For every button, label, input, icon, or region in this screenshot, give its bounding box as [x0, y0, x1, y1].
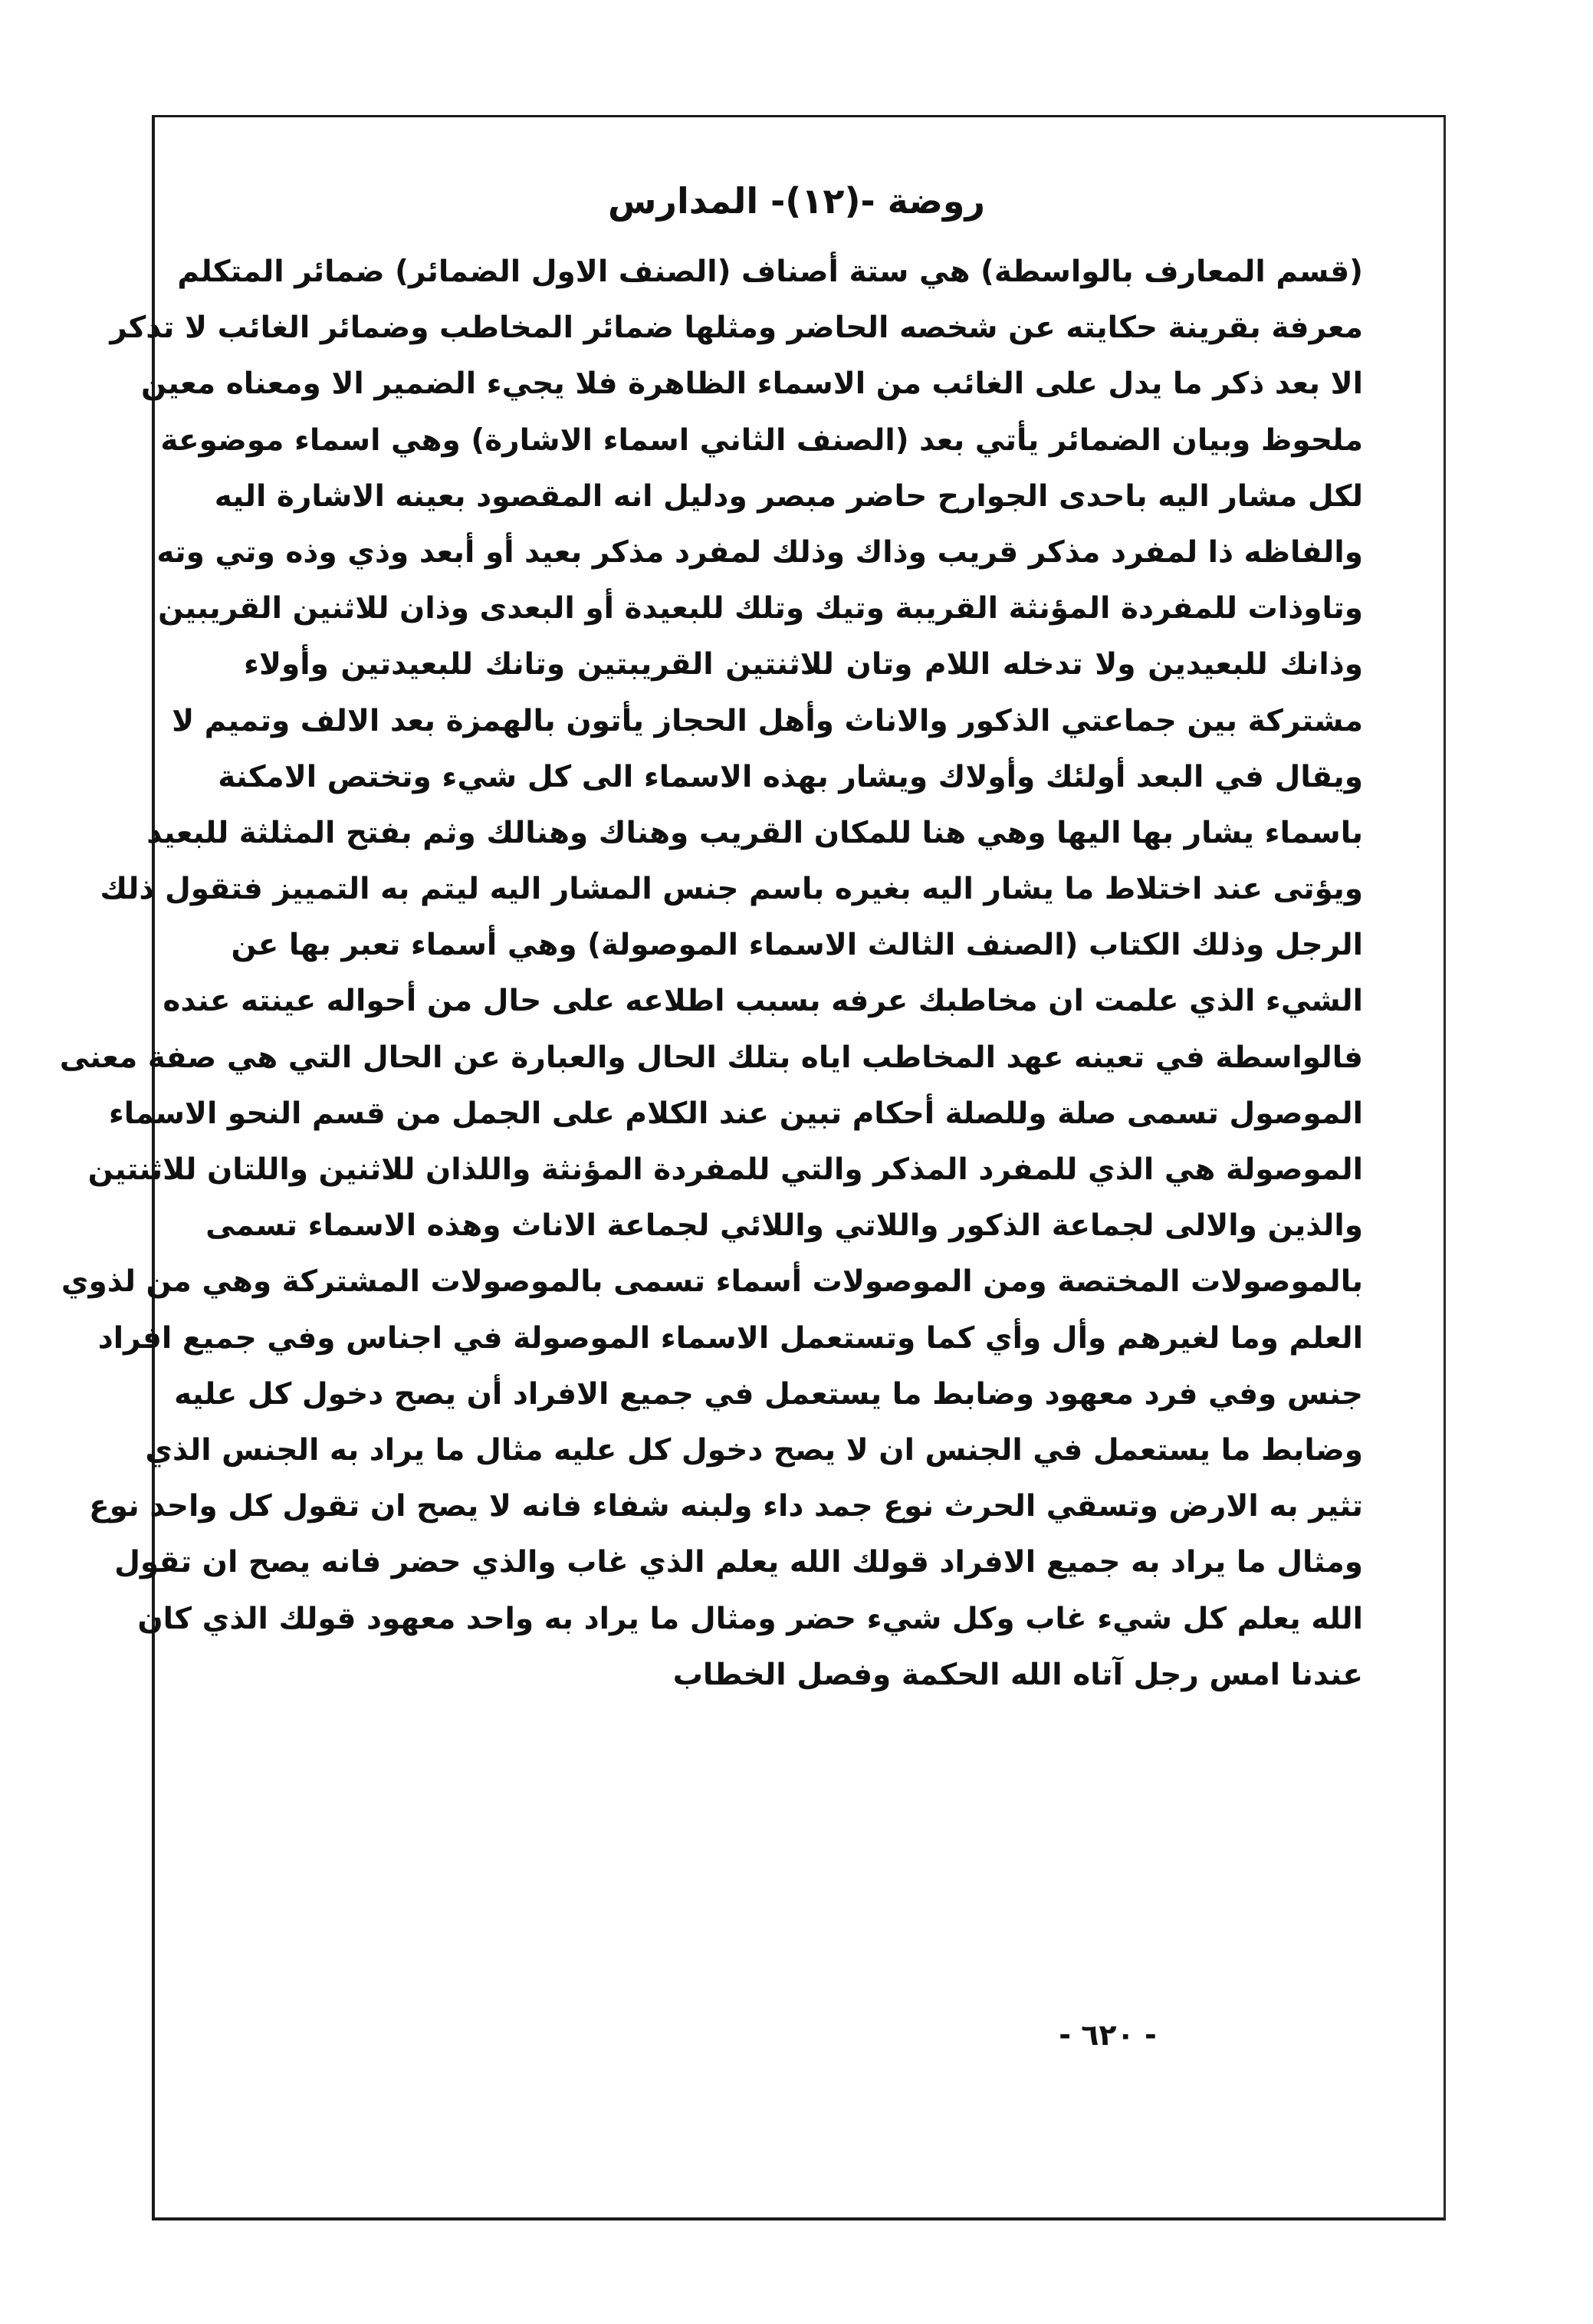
body-text: [59, 244, 1363, 1703]
text-line: (قسم المعارف بالواسطة) هي ستة أصناف (الصنف الاول الضمائر) ضمائر المتكلم: [177, 255, 1363, 289]
text-line: الشيء الذي علمت ان مخاطبك عرفه بسبب اطلاعه على حال من أحواله عينته عنده: [163, 984, 1363, 1019]
text-line: معرفة بقرينة حكايته عن شخصه الحاضر ومثلها ضمائر المخاطب وضمائر الغائب لا تذكر: [110, 311, 1363, 346]
text-line: لكل مشار اليه باحدى الجوارح حاضر مبصر ودليل انه المقصود بعينه الاشارة اليه: [214, 478, 1363, 514]
text-line: باسماء يشار بها اليها وهي هنا للمكان القريب وهناك وهنالك وثم بفتح المثلثة للبعيد: [146, 815, 1363, 850]
text-line: وذانك للبعيدين ولا تدخله اللام وتان للاثنتين القريبتين وتانك للبعيدتين وأولاء: [244, 647, 1363, 682]
text-line: الموصول تسمى صلة وللصلة أحكام تبين عند الكلام على الجمل من قسم النحو الاسماء: [108, 1096, 1363, 1131]
text-line: ملحوظ وبيان الضمائر يأتي بعد (الصنف الثاني اسماء الاشارة) وهي اسماء موضوعة: [160, 422, 1363, 458]
text-line: والذين والالى لجماعة الذكور واللاتي واللائي لجماعة الاناث وهذه الاسماء تسمى: [205, 1208, 1363, 1244]
page-title: روضة -(١٢)- المدارس: [607, 180, 986, 222]
text-line: ويؤتى عند اختلاط ما يشار اليه بغيره باسم جنس المشار اليه ليتم به التمييز فتقول ذلك: [100, 872, 1363, 907]
text-line: جنس وفي فرد معهود وضابط ما يستعمل في جميع الافراد أن يصح دخول كل عليه: [174, 1376, 1363, 1412]
text-line: فالواسطة في تعينه عهد المخاطب اياه بتلك الحال والعبارة عن الحال التي هي صفة معنى: [59, 1040, 1363, 1075]
text-line: مشتركة بين جماعتي الذكور والاناث وأهل الحجاز يأتون بالهمزة بعد الالف وتميم لا: [172, 703, 1363, 738]
text-line: الموصولة هي الذي للمفرد المذكر والتي للمفردة المؤنثة واللذان للاثنين واللتان للاثنتين: [87, 1152, 1363, 1187]
text-line: والفاظه ذا لمفرد مذكر قريب وذاك وذلك لمفرد مذكر بعيد أو أبعد وذي وذه وتي وته: [156, 534, 1363, 570]
text-line: الله يعلم كل شيء غاب وكل شيء حضر ومثال ما يراد به واحد معهود قولك الذي كان: [137, 1601, 1363, 1636]
text-line: ومثال ما يراد به جميع الافراد قولك الله يعلم الذي غاب والذي حضر فانه يصح ان تقول: [114, 1545, 1363, 1580]
text-line: بالموصولات المختصة ومن الموصولات أسماء تسمى بالموصولات المشتركة وهي من لذوي: [61, 1264, 1363, 1300]
text-line: الرجل وذلك الكتاب (الصنف الثالث الاسماء الموصولة) وهي أسماء تعبر بها عن: [231, 928, 1363, 963]
text-line: تثير به الارض وتسقي الحرث نوع جمد داء ولبنه شفاء فانه لا يصح ان تقول كل واحد نوع: [89, 1489, 1363, 1524]
text-line: وتاوذات للمفردة المؤنثة القريبة وتيك وتلك للبعيدة أو البعدى وذان للاثنين القريبين: [158, 591, 1363, 626]
text-line: عندنا امس رجل آتاه الله الحكمة وفصل الخطاب: [672, 1657, 1363, 1692]
text-line: وضابط ما يستعمل في الجنس ان لا يصح دخول كل عليه مثال ما يراد به الجنس الذي: [145, 1432, 1363, 1468]
text-line: العلم وما لغيرهم وأل وأي كما وتستعمل الاسماء الموصولة في اجناس وفي جميع افراد: [97, 1320, 1363, 1356]
page-number: - ٦٢٠ -: [1059, 2018, 1157, 2052]
text-line: ويقال في البعد أولئك وأولاك ويشار بهذه الاسماء الى كل شيء وتختص الامكنة: [218, 759, 1363, 794]
text-line: الا بعد ذكر ما يدل على الغائب من الاسماء الظاهرة فلا يجيء الضمير الا ومعناه معين: [141, 367, 1363, 402]
